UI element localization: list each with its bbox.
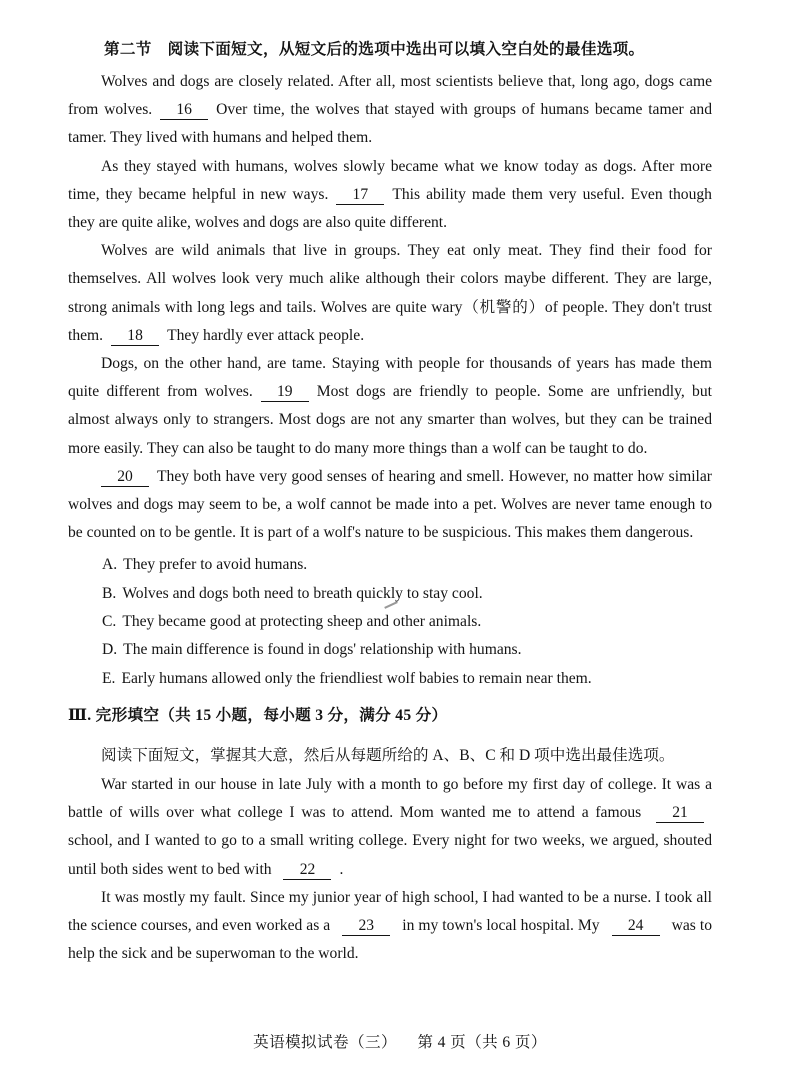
passage-paragraph-3: [68, 237, 712, 350]
answer-blank-20: 20: [101, 468, 149, 487]
passage-paragraph-1: [68, 68, 712, 153]
footer-title: 英语模拟试卷（三）: [253, 1034, 398, 1051]
text: was to help the sick and be superwoman to the world.: [68, 916, 712, 963]
answer-blank-21: 21: [656, 804, 704, 823]
part-title: Ⅲ. 完形填空（共 15 小题，每小题 3 分，满分 45 分）: [68, 706, 448, 724]
cloze-paragraph-2: [68, 884, 712, 969]
option-letter: A.: [102, 556, 118, 574]
instruction: 阅读下面短文，掌握其大意，然后从每题所给的 A、B、C 和 D 项中选出最佳选项。: [101, 746, 675, 764]
text: Over time, the wolves that stayed with groups of humans became tamer and tamer. They lived with humans and helped them.: [68, 101, 712, 147]
text: in my town's local hospital. My: [402, 916, 600, 934]
option-e: [68, 665, 712, 693]
text: They hardly ever attack people.: [167, 326, 365, 344]
option-letter: C.: [102, 613, 117, 631]
text: They both have very good senses of hearing and smell. However, no matter how similar wolves and dogs may seem to be, a wolf cannot be made into a pet. Wolves are never tame enough to be counted on to be gentle. It is part of a wolf's nature to be suspicious. This makes them dangerous.: [68, 467, 712, 542]
text: This ability made them very useful. Even though they are quite alike, wolves and dogs are also quite different.: [68, 185, 712, 232]
option-text: Wolves and dogs both need to breath quickly to stay cool.: [122, 584, 483, 602]
answer-blank-18: 18: [111, 327, 159, 346]
text: War started in our house in late July with a month to go before my first day of college. It was a battle of wills over what college I was to attend. Mom wanted me to attend a famous: [68, 775, 712, 822]
text: Wolves are wild animals that live in groups. They eat only meat. They find their food for themselves. All wolves look very much alike although their colors maybe different. They are large, strong animals with long legs and tails. Wolves are quite wary（机警的）of people. They don't trust them.: [68, 242, 712, 344]
option-letter: E.: [102, 669, 116, 687]
text: As they stayed with humans, wolves slowly became what we know today as dogs. After more time, they became helpful in new ways.: [68, 157, 712, 203]
answer-blank-16: 16: [160, 101, 208, 120]
answer-blank-22: 22: [283, 861, 331, 880]
answer-blank-23: 23: [342, 917, 390, 936]
option-d: [68, 636, 712, 664]
passage: [68, 68, 712, 547]
text: .: [339, 860, 344, 878]
text: school, and I wanted to go to a small writing college. Every night for two weeks, we argued, shouted until both sides went to bed with: [68, 832, 712, 878]
option-text: The main difference is found in dogs' relationship with humans.: [123, 641, 522, 659]
passage-paragraph-4: [68, 350, 712, 463]
text: Dogs, on the other hand, are tame. Staying with people for thousands of years has made them quite different from wolves.: [68, 355, 712, 401]
page-footer: [0, 1030, 800, 1052]
section-heading: 第二节 阅读下面短文，从短文后的选项中选出可以填入空白处的最佳选项。: [104, 41, 645, 58]
answer-blank-24: 24: [612, 917, 660, 936]
passage-paragraph-5: [68, 463, 712, 548]
text: It was mostly my fault. Since my junior year of high school, I had wanted to be a nurse. I took all the science courses, and even worked as a: [68, 888, 712, 934]
footer-page: 第 4 页（共 6 页）: [417, 1034, 547, 1051]
option-letter: D.: [102, 641, 118, 659]
option-c: [68, 608, 712, 636]
option-list: [68, 551, 712, 692]
cloze-paragraph-1: [68, 771, 712, 884]
option-letter: B.: [102, 584, 117, 602]
option-text: They prefer to avoid humans.: [123, 556, 308, 574]
passage-paragraph-2: [68, 153, 712, 238]
text: Most dogs are friendly to people. Some are unfriendly, but almost always only to strangers. Most dogs are not any smarter than wolves, but they can be trained more easily. They can also be taught to do many more things than a wolf can be taught to do.: [68, 383, 712, 457]
option-text: Early humans allowed only the friendliest wolf babies to remain near them.: [121, 669, 592, 687]
answer-blank-19: 19: [261, 383, 309, 402]
answer-blank-17: 17: [336, 186, 384, 205]
text: Wolves and dogs are closely related. After all, most scientists believe that, long ago, dogs came from wolves.: [68, 73, 712, 119]
option-a: [68, 551, 712, 579]
option-text: They became good at protecting sheep and other animals.: [122, 613, 482, 631]
